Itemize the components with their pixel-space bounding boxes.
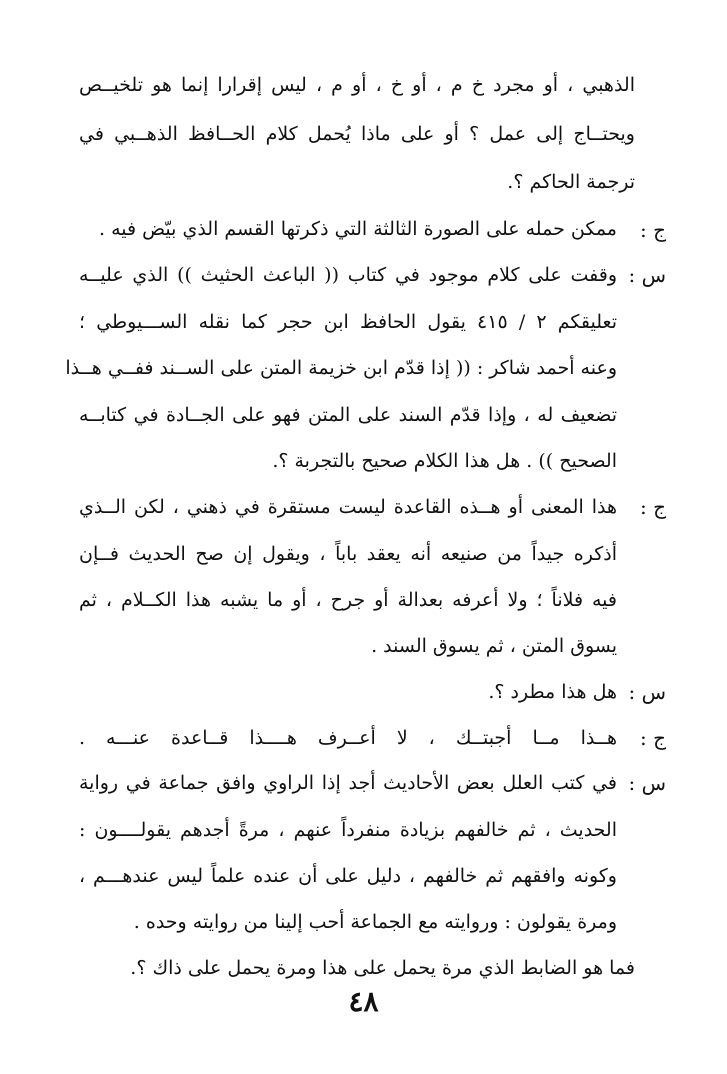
text-line: في كتب العلل بعض الأحاديث أجد إذا الراوي وافق جماعة في رواية <box>79 772 617 794</box>
text-line: فيه فلاناً ؛ ولا أعرفه بعدالة أو جرح ، أو ما يشبه هذا الكــلام ، ثم <box>79 589 617 611</box>
question-label: س : <box>628 771 666 795</box>
text-line: وعنه أحمد شاكر : (( إذا قدّم ابن خزيمة المتن على الســند ففــي هــذا <box>65 357 617 379</box>
text-line: ترجمة الحاكم ؟. <box>507 171 635 193</box>
text-line: أذكره جيداً من صنيعه أنه يعقد باباً ، ويقول إن صح الحديث فــإن <box>79 543 617 565</box>
answer-label: ج : <box>639 726 666 750</box>
answer-label: ج : <box>639 495 666 519</box>
text-line: يسوق المتن ، ثم يسوق السند . <box>371 635 617 657</box>
text-line: تضعيف له ، وإذا قدّم السند على المتن فهو على الجــادة في كتابــه <box>79 404 617 426</box>
text-line: ومرة يقولون : وروايته مع الجماعة أحب إلينا من روايته وحده . <box>133 911 617 933</box>
text-line: هل هذا مطرد ؟. <box>488 681 617 703</box>
text-line: ويحتــاج إلى عمل ؟ أو على ماذا يُحمل كلام الحــافظ الذهــبي في <box>79 123 635 145</box>
text-line: فما هو الضابط الذي مرة يحمل على هذا ومرة يحمل على ذاك ؟. <box>130 957 635 979</box>
question-label: س : <box>628 263 666 287</box>
text-line: هــذا مــا أجبتــك ، لا أعــرف هــــذا قــاعدة عنـــه . <box>79 727 617 749</box>
text-line: وقفت على كلام موجود في كتاب (( الباعث الحثيث )) الذي عليــه <box>79 264 617 286</box>
text-line: الحديث ، ثم خالفهم بزيادة منفرداً عنهم ، مرةً أجدهم يقولــــون : <box>79 819 617 841</box>
text-line: الصحيح )) . هل هذا الكلام صحيح بالتجربة ؟. <box>272 450 617 472</box>
text-line: وكونه وافقهم ثم خالفهم ، دليل على أن عنده علماً ليس عندهـــم ، <box>79 865 617 887</box>
text-line: تعليقكم ٢ / ٤١٥ يقول الحافظ ابن حجر كما نقله الســـيوطي ؛ <box>79 311 617 333</box>
text-line: هذا المعنى أو هــذه القاعدة ليست مستقرة في ذهني ، لكن الــذي <box>79 496 617 518</box>
text-line: الذهبي ، أو مجرد خ م ، أو خ ، أو م ، ليس إقرارا إنما هو تلخيــص <box>79 74 635 96</box>
text-line: ممكن حمله على الصورة الثالثة التي ذكرتها القسم الذي بيّض فيه . <box>98 218 617 240</box>
answer-label: ج : <box>639 218 666 242</box>
page-number: ٤٨ <box>348 985 379 1018</box>
question-label: س : <box>628 680 666 704</box>
